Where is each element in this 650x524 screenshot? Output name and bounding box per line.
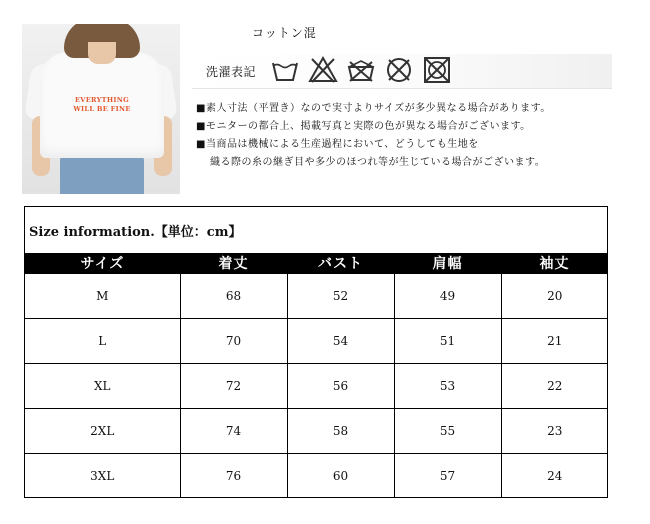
note-manufacturing-cont: 織る際の糸の継ぎ目や多少のほつれ等が生じている場合がございます。 xyxy=(210,157,546,168)
cell-bust: 60 xyxy=(287,454,394,499)
shirt-print xyxy=(50,96,154,114)
wash-tub-icon xyxy=(270,55,300,85)
cell-sleeve: 23 xyxy=(501,409,608,454)
care-label-text: 洗濯表記 xyxy=(206,65,257,79)
header-sleeve: 袖丈 xyxy=(501,253,608,274)
cell-sleeve: 24 xyxy=(501,454,608,499)
header-size: サイズ xyxy=(25,253,180,274)
header-row xyxy=(25,253,608,274)
no-tumble-dry-icon xyxy=(346,55,376,85)
cell-shoulder: 55 xyxy=(394,409,501,454)
size-table xyxy=(24,206,608,498)
no-wash-icon xyxy=(422,55,452,85)
cell-bust: 52 xyxy=(287,274,394,319)
notes xyxy=(196,100,636,172)
cell-shoulder: 49 xyxy=(394,274,501,319)
cell-length: 76 xyxy=(180,454,287,499)
cell-shoulder: 53 xyxy=(394,364,501,409)
no-dry-clean-icon xyxy=(384,55,414,85)
no-bleach-icon xyxy=(308,55,338,85)
cell-size: M xyxy=(25,274,180,319)
cell-bust: 58 xyxy=(287,409,394,454)
cell-shoulder: 57 xyxy=(394,454,501,499)
product-photo xyxy=(22,24,180,194)
cell-sleeve: 21 xyxy=(501,319,608,364)
shirt-print-line2: WILL BE FINE xyxy=(73,105,131,113)
cell-shoulder: 51 xyxy=(394,319,501,364)
table-row xyxy=(25,409,608,454)
header-length: 着丈 xyxy=(180,253,287,274)
cell-length: 68 xyxy=(180,274,287,319)
cell-sleeve: 22 xyxy=(501,364,608,409)
header-bust: バスト xyxy=(287,253,394,274)
size-table-title: Size information.【単位：cm】 xyxy=(29,225,242,240)
cell-bust: 54 xyxy=(287,319,394,364)
table-row xyxy=(25,274,608,319)
cell-bust: 56 xyxy=(287,364,394,409)
cell-size: L xyxy=(25,319,180,364)
shirt-print-line1: EVERYTHING xyxy=(74,96,130,104)
note-manufacturing: ■当商品は機械による生産過程において、どうしても生地を xyxy=(196,139,479,150)
cell-size: 3XL xyxy=(25,454,180,499)
note-measurement: ■素人寸法（平置き）なので実寸よりサイズが多少異なる場合があります。 xyxy=(196,103,551,114)
cell-sleeve: 20 xyxy=(501,274,608,319)
cell-length: 72 xyxy=(180,364,287,409)
material-text: コットン混 xyxy=(252,26,317,40)
care-label-bar xyxy=(192,54,612,89)
table-row xyxy=(25,319,608,364)
header-shoulder: 肩幅 xyxy=(394,253,501,274)
table-row xyxy=(25,364,608,409)
cell-length: 74 xyxy=(180,409,287,454)
cell-size: XL xyxy=(25,364,180,409)
size-grid xyxy=(25,253,608,498)
cell-length: 70 xyxy=(180,319,287,364)
note-monitor-color: ■モニターの都合上、掲載写真と実際の色が異なる場合がございます。 xyxy=(196,121,531,132)
jeans xyxy=(60,156,144,194)
table-row xyxy=(25,454,608,499)
cell-size: 2XL xyxy=(25,409,180,454)
